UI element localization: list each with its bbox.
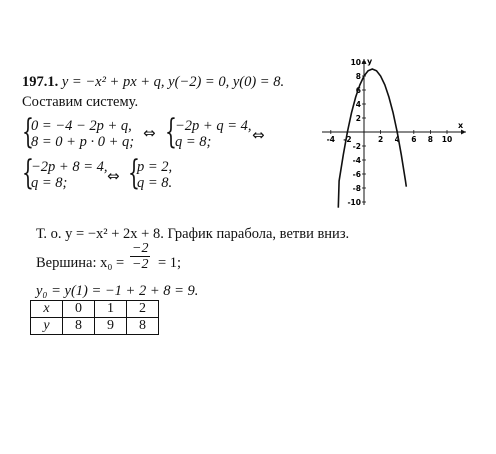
table-cell: 1 bbox=[95, 301, 127, 318]
y-tick-label: -10 bbox=[347, 197, 361, 207]
system1-left bbox=[31, 118, 134, 150]
y-tick-label: -2 bbox=[352, 141, 361, 151]
system1-res2: q = 8; bbox=[175, 134, 212, 150]
y-axis-arrow bbox=[362, 59, 367, 64]
problem-number: 197.1. bbox=[22, 74, 59, 90]
x-tick-label: -2 bbox=[343, 135, 352, 144]
conclusion-text: Т. о. y = −x² + 2x + 8. График парабола, ветви вниз. bbox=[36, 226, 350, 242]
table-cell: 0 bbox=[63, 301, 95, 318]
left-brace-3: { bbox=[22, 153, 34, 193]
graph-axes bbox=[322, 59, 466, 205]
table-row bbox=[31, 301, 159, 318]
y-tick-label: -6 bbox=[352, 169, 361, 179]
equiv-arrow-2: ⇔ bbox=[252, 126, 265, 144]
x-tick-label: 4 bbox=[394, 135, 400, 144]
x-axis-label: x bbox=[458, 121, 464, 130]
vertex-fraction bbox=[130, 241, 150, 272]
y-tick-label: 8 bbox=[355, 71, 361, 81]
equiv-arrow-1: ⇔ bbox=[143, 124, 156, 142]
y-tick-label: 2 bbox=[355, 113, 361, 123]
y-tick-label: -8 bbox=[352, 183, 361, 193]
system1-res1: −2p + q = 4, bbox=[175, 118, 252, 134]
vertex-denominator: −2 bbox=[132, 257, 149, 272]
system2-res1: p = 2, bbox=[137, 159, 173, 175]
left-brace-1: { bbox=[22, 112, 34, 152]
left-brace-4: { bbox=[128, 153, 140, 193]
system2-left bbox=[31, 159, 107, 191]
system1-right bbox=[175, 118, 251, 150]
table-cell: 8 bbox=[63, 318, 95, 335]
table-x-header: x bbox=[31, 301, 63, 318]
vertex-numerator: −2 bbox=[132, 241, 149, 256]
system2-eq2: q = 8; bbox=[31, 175, 68, 191]
value-table bbox=[30, 300, 159, 335]
vertex-tail: = 1; bbox=[158, 255, 182, 271]
x-tick-label: 2 bbox=[377, 135, 384, 144]
parabola-graph bbox=[320, 55, 470, 210]
problem-header bbox=[22, 74, 284, 91]
intro-text: Составим систему. bbox=[22, 94, 139, 110]
x-axis-arrow bbox=[461, 130, 466, 135]
x-tick-label: 10 bbox=[441, 135, 453, 144]
problem-condition: y = −x² + px + q, y(−2) = 0, y(0) = 8. bbox=[61, 74, 285, 90]
table-cell: 8 bbox=[127, 318, 159, 335]
y-axis-label: y bbox=[367, 57, 373, 66]
y0-line: y₀ = y(1) = −1 + 2 + 8 = 9. bbox=[36, 283, 199, 299]
x-tick-label: 8 bbox=[427, 135, 434, 144]
y-tick-label: 6 bbox=[355, 85, 361, 95]
y-tick-label: -4 bbox=[352, 155, 361, 165]
system1-eq1: 0 = −4 − 2p + q, bbox=[31, 118, 132, 134]
system2-eq1: −2p + 8 = 4, bbox=[31, 159, 108, 175]
left-brace-2: { bbox=[165, 112, 177, 152]
table-cell: 2 bbox=[127, 301, 159, 318]
y-tick-label: 4 bbox=[355, 99, 361, 109]
x-tick-label: 6 bbox=[411, 135, 417, 144]
table-row bbox=[31, 318, 159, 335]
x-tick-label: -4 bbox=[326, 135, 335, 144]
system2-res2: q = 8. bbox=[137, 175, 173, 191]
y-tick-label: 10 bbox=[350, 57, 361, 67]
equiv-arrow-3: ⇔ bbox=[107, 167, 120, 185]
vertex-label: Вершина: x₀ = bbox=[36, 255, 125, 271]
table-y-header: y bbox=[31, 318, 63, 335]
system2-right bbox=[137, 159, 172, 191]
table-cell: 9 bbox=[95, 318, 127, 335]
system1-eq2: 8 = 0 + p · 0 + q; bbox=[31, 134, 135, 150]
